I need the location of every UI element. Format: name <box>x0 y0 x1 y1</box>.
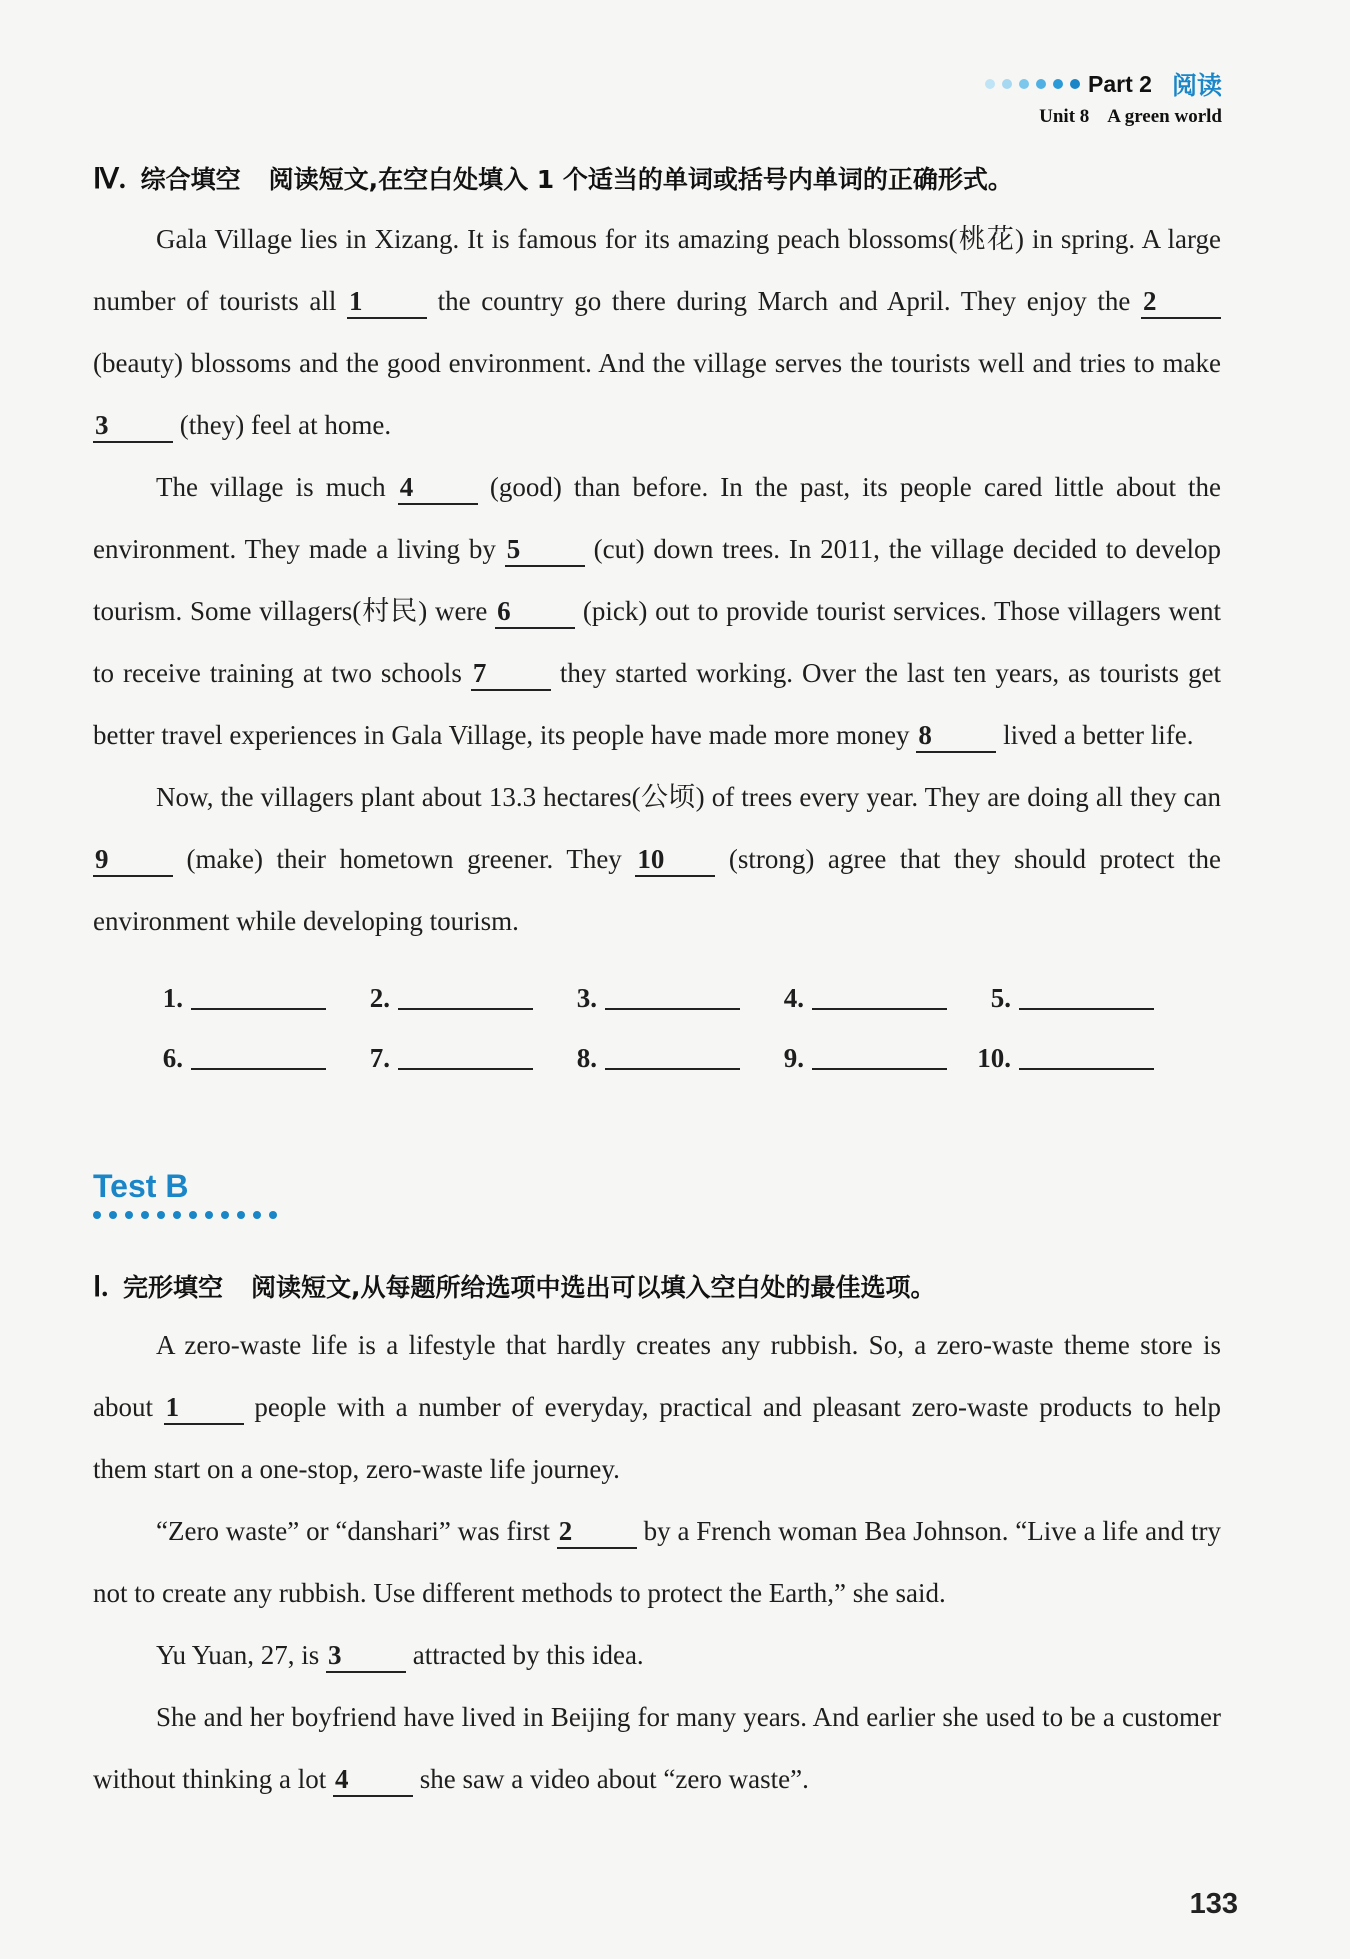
answer-row-2 <box>141 1014 1221 1074</box>
dot-icon <box>1002 79 1012 89</box>
section-instruction: 阅读短文,在空白处填入 1 个适当的单词或括号内单词的正确形式。 <box>268 165 1013 194</box>
section-4-heading <box>93 160 1221 196</box>
dot-icon <box>1070 79 1080 89</box>
section-label: 完形填空 <box>122 1273 223 1302</box>
section-1-heading <box>93 1268 1221 1304</box>
paragraph-1: Gala Village lies in Xizang. It is famous for its amazing peach blossoms(桃花) in spring. A large number of tourists all 1 the country go there during March and April. They enjoy the 2 (beauty) blossoms and the good environment. And the village serves the tourists well and tries to make 3 (they) feel at home. <box>93 208 1221 456</box>
answer-line[interactable] <box>398 1042 533 1070</box>
paragraph-2: “Zero waste” or “danshari” was first 2 by a French woman Bea Johnson. “Live a life and try not to create any rubbish. Use different methods to protect the Earth,” she said. <box>93 1516 1221 1608</box>
answer-item[interactable]: 4. <box>762 982 969 1014</box>
section-number: Ⅳ. <box>93 164 126 195</box>
header-dots-decoration <box>985 79 1080 89</box>
section-label: 综合填空 <box>140 165 241 194</box>
blank-4[interactable]: 4 <box>333 1765 413 1797</box>
answer-line[interactable] <box>1019 982 1154 1010</box>
paragraph-2: The village is much 4 (good) than before. In the past, its people cared little about the environment. They made a living by 5 (cut) down trees. In 2011, the village decided to develop tourism. Some villagers(村民) were 6 (pick) out to provide tourist services. Those villagers went to receive training at two schools 7 they started working. Over the last ten years, as tourists get better travel experiences in Gala Village, its people have made more money 8 lived a better life. <box>93 456 1221 766</box>
blank-1[interactable]: 1 <box>164 1393 244 1425</box>
section-instruction: 阅读短文,从每题所给选项中选出可以填入空白处的最佳选项。 <box>251 1273 936 1302</box>
answer-item[interactable]: 6. <box>141 1042 348 1074</box>
test-b-heading <box>93 1168 277 1219</box>
blank-8[interactable]: 8 <box>916 721 996 753</box>
blank-6[interactable]: 6 <box>495 597 575 629</box>
blank-9[interactable]: 9 <box>93 845 173 877</box>
answer-line[interactable] <box>398 982 533 1010</box>
answer-item[interactable]: 9. <box>762 1042 969 1074</box>
test-b-section-1 <box>93 1268 1221 1810</box>
blank-2[interactable]: 2 <box>1141 287 1221 319</box>
blank-10[interactable]: 10 <box>635 845 715 877</box>
paragraph-4: She and her boyfriend have lived in Beijing for many years. And earlier she used to be a customer without thinking a lot 4 she saw a video about “zero waste”. <box>93 1686 1221 1810</box>
answer-line[interactable] <box>191 982 326 1010</box>
test-b-title: Test B <box>93 1168 189 1204</box>
dot-icon <box>1036 79 1046 89</box>
paragraph-3: Now, the villagers plant about 13.3 hectares(公顷) of trees every year. They are doing all they can 9 (make) their hometown greener. They 10 (strong) agree that they should protect the environment while developing tourism. <box>93 782 1222 936</box>
blank-3[interactable]: 3 <box>326 1641 406 1673</box>
answer-line[interactable] <box>605 1042 740 1070</box>
answer-item[interactable]: 10. <box>969 1042 1176 1074</box>
section-4 <box>93 160 1221 1074</box>
header-unit: Unit 8 <box>1039 106 1090 127</box>
blank-2[interactable]: 2 <box>557 1517 637 1549</box>
answer-line[interactable] <box>812 982 947 1010</box>
dot-icon <box>1053 79 1063 89</box>
answer-line[interactable] <box>812 1042 947 1070</box>
answer-line[interactable] <box>191 1042 326 1070</box>
paragraph-3: Yu Yuan, 27, is 3 attracted by this idea. <box>93 1624 1221 1686</box>
paragraph-1: A zero-waste life is a lifestyle that hardly creates any rubbish. So, a zero-waste theme store is about 1 people with a number of everyday, practical and pleasant zero-waste products to help them start on a one-stop, zero-waste life journey. <box>93 1330 1222 1484</box>
answer-item[interactable]: 7. <box>348 1042 555 1074</box>
header-section-title: 阅读 <box>1171 71 1222 100</box>
page-header <box>985 66 1222 128</box>
answer-item[interactable]: 2. <box>348 982 555 1014</box>
page-number: 133 <box>1189 1888 1238 1920</box>
blank-1[interactable]: 1 <box>347 287 427 319</box>
answer-row-1 <box>141 954 1221 1014</box>
answer-item[interactable]: 8. <box>555 1042 762 1074</box>
answer-lines <box>141 954 1221 1074</box>
section-number: Ⅰ. <box>93 1272 109 1303</box>
answer-item[interactable]: 3. <box>555 982 762 1014</box>
blank-5[interactable]: 5 <box>505 535 585 567</box>
blank-3[interactable]: 3 <box>93 411 173 443</box>
answer-item[interactable]: 1. <box>141 982 348 1014</box>
blank-4[interactable]: 4 <box>398 473 478 505</box>
dot-icon <box>1019 79 1029 89</box>
answer-line[interactable] <box>1019 1042 1154 1070</box>
dotted-underline-decoration <box>93 1211 277 1219</box>
answer-line[interactable] <box>605 982 740 1010</box>
dot-icon <box>985 79 995 89</box>
answer-item[interactable]: 5. <box>969 982 1176 1014</box>
header-part: Part 2 <box>1088 70 1152 97</box>
blank-7[interactable]: 7 <box>471 659 551 691</box>
header-unit-title: A green world <box>1107 106 1222 127</box>
